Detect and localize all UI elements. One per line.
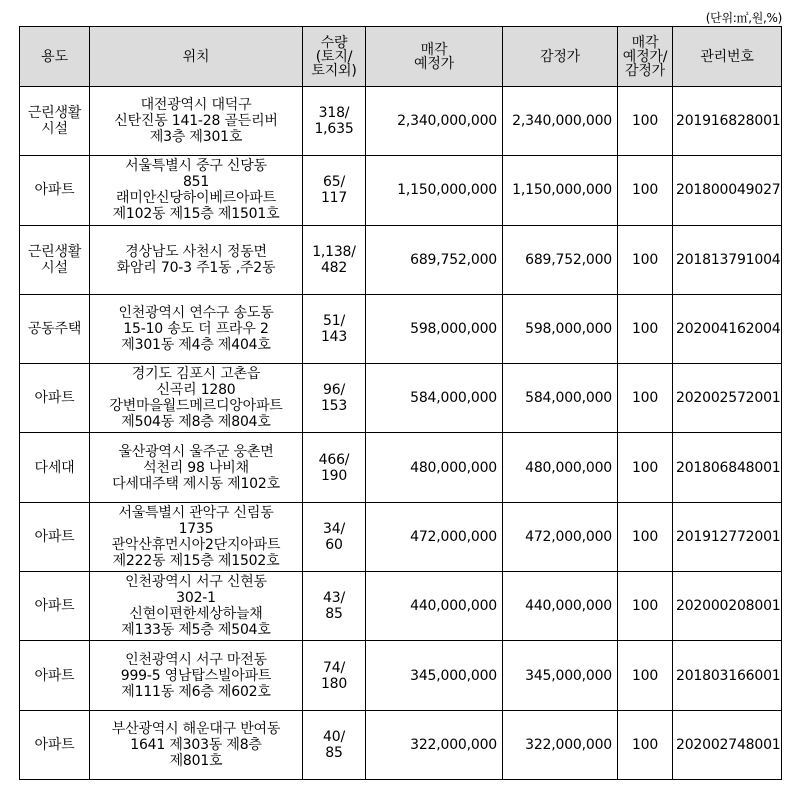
cell-appraisal: 322,000,000 [503, 710, 618, 779]
cell-quantity: 96/ 153 [303, 364, 366, 433]
cell-ratio: 100 [618, 87, 673, 156]
cell-ratio: 100 [618, 641, 673, 710]
cell-mgmt-no: 201813791004 [673, 225, 782, 294]
cell-location: 대전광역시 대덕구 신탄진동 141-28 골든리버 제3층 제301호 [90, 87, 303, 156]
cell-sale-price: 322,000,000 [366, 710, 503, 779]
cell-sale-price: 1,150,000,000 [366, 156, 503, 225]
cell-appraisal: 2,340,000,000 [503, 87, 618, 156]
table-row [20, 364, 782, 433]
cell-use: 아파트 [20, 572, 90, 641]
cell-mgmt-no: 201916828001 [673, 87, 782, 156]
header-mgmt-no: 관리번호 [673, 27, 782, 87]
table-row [20, 294, 782, 363]
cell-appraisal: 689,752,000 [503, 225, 618, 294]
cell-ratio: 100 [618, 710, 673, 779]
cell-appraisal: 480,000,000 [503, 433, 618, 502]
cell-location: 서울특별시 관악구 신림동 1735 관악산휴먼시아2단지아파트 제222동 제15층 제1502호 [90, 502, 303, 571]
cell-quantity: 1,138/ 482 [303, 225, 366, 294]
cell-ratio: 100 [618, 294, 673, 363]
cell-mgmt-no: 201806848001 [673, 433, 782, 502]
cell-location: 인천광역시 서구 신현동 302-1 신현이편한세상하늘채 제133동 제5층 제504호 [90, 572, 303, 641]
table-row [20, 87, 782, 156]
table-row [20, 641, 782, 710]
cell-quantity: 318/ 1,635 [303, 87, 366, 156]
cell-location: 부산광역시 해운대구 반여동 1641 제303동 제8층 제801호 [90, 710, 303, 779]
header-use: 용도 [20, 27, 90, 87]
table-row [20, 710, 782, 779]
property-sale-table [19, 26, 782, 780]
cell-appraisal: 598,000,000 [503, 294, 618, 363]
cell-location: 인천광역시 서구 마전동 999-5 영남탑스빌아파트 제111동 제6층 제602호 [90, 641, 303, 710]
cell-quantity: 34/ 60 [303, 502, 366, 571]
cell-ratio: 100 [618, 572, 673, 641]
cell-appraisal: 440,000,000 [503, 572, 618, 641]
cell-sale-price: 345,000,000 [366, 641, 503, 710]
cell-use: 아파트 [20, 156, 90, 225]
table-row [20, 156, 782, 225]
cell-quantity: 40/ 85 [303, 710, 366, 779]
cell-ratio: 100 [618, 156, 673, 225]
cell-mgmt-no: 202002748001 [673, 710, 782, 779]
cell-mgmt-no: 202002572001 [673, 364, 782, 433]
cell-appraisal: 1,150,000,000 [503, 156, 618, 225]
cell-ratio: 100 [618, 364, 673, 433]
cell-sale-price: 584,000,000 [366, 364, 503, 433]
table-row [20, 502, 782, 571]
cell-mgmt-no: 201803166001 [673, 641, 782, 710]
cell-sale-price: 472,000,000 [366, 502, 503, 571]
cell-mgmt-no: 202000208001 [673, 572, 782, 641]
cell-quantity: 466/ 190 [303, 433, 366, 502]
cell-location: 인천광역시 연수구 송도동 15-10 송도 더 프라우 2 제301동 제4층 제404호 [90, 294, 303, 363]
cell-sale-price: 689,752,000 [366, 225, 503, 294]
table-header-row [20, 27, 782, 87]
cell-use: 다세대 [20, 433, 90, 502]
table-row [20, 572, 782, 641]
cell-use: 근린생활 시설 [20, 87, 90, 156]
table-row [20, 433, 782, 502]
cell-quantity: 51/ 143 [303, 294, 366, 363]
cell-sale-price: 480,000,000 [366, 433, 503, 502]
cell-location: 서울특별시 중구 신당동 851 래미안신당하이베르아파트 제102동 제15층 제1501호 [90, 156, 303, 225]
cell-location: 경기도 김포시 고촌읍 신곡리 1280 강변마을월드메르디앙아파트 제504동 제8층 제804호 [90, 364, 303, 433]
cell-ratio: 100 [618, 225, 673, 294]
header-appraisal: 감정가 [503, 27, 618, 87]
cell-ratio: 100 [618, 433, 673, 502]
cell-quantity: 74/ 180 [303, 641, 366, 710]
cell-use: 근린생활 시설 [20, 225, 90, 294]
cell-mgmt-no: 201912772001 [673, 502, 782, 571]
cell-location: 경상남도 사천시 정동면 화암리 70-3 주1동 ,주2동 [90, 225, 303, 294]
cell-sale-price: 598,000,000 [366, 294, 503, 363]
unit-note: (단위:㎡,원,%) [705, 11, 782, 25]
table-row [20, 225, 782, 294]
header-location: 위치 [90, 27, 303, 87]
header-quantity: 수량 (토지/ 토지외) [303, 27, 366, 87]
cell-location: 울산광역시 울주군 웅촌면 석천리 98 나비채 다세대주택 제시동 제102호 [90, 433, 303, 502]
cell-quantity: 43/ 85 [303, 572, 366, 641]
cell-use: 아파트 [20, 641, 90, 710]
cell-sale-price: 440,000,000 [366, 572, 503, 641]
cell-mgmt-no: 202004162004 [673, 294, 782, 363]
header-ratio: 매각 예정가/ 감정가 [618, 27, 673, 87]
cell-appraisal: 584,000,000 [503, 364, 618, 433]
cell-sale-price: 2,340,000,000 [366, 87, 503, 156]
header-sale-price: 매각 예정가 [366, 27, 503, 87]
cell-use: 공동주택 [20, 294, 90, 363]
cell-appraisal: 345,000,000 [503, 641, 618, 710]
cell-use: 아파트 [20, 364, 90, 433]
cell-use: 아파트 [20, 710, 90, 779]
cell-use: 아파트 [20, 502, 90, 571]
cell-appraisal: 472,000,000 [503, 502, 618, 571]
cell-mgmt-no: 201800049027 [673, 156, 782, 225]
cell-ratio: 100 [618, 502, 673, 571]
cell-quantity: 65/ 117 [303, 156, 366, 225]
